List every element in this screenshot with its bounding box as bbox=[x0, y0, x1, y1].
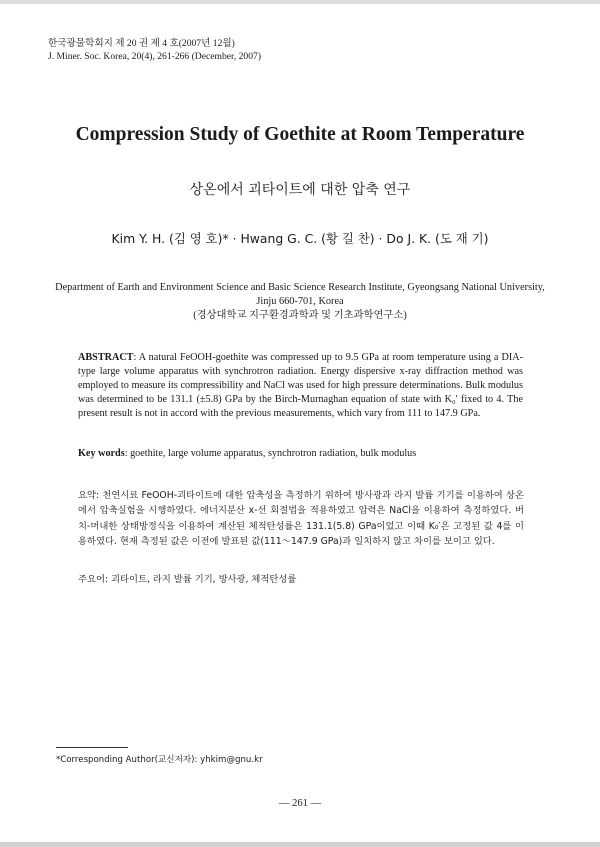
korean-abstract-text: : 천연시료 FeOOH-괴타이트에 대한 압축성을 측정하기 위하여 방사광과 라지 발륨 기기를 이용하여 상온에서 압축실험을 시행하였다. 에너지분산 x-선 회절법을 적용하였고 압력은 NaCl을 이용하여 측정하였다. 버치-머내한 상태방정식을 이용하여 계산된 체적탄성률은 131.1(5.8) GPa이었고 이때 K₀′은 고정된 값 4를 이용하였다. 현재 측정된 값은 이전에 발표된 값(111～147.9 GPa)과 일치하지 않고 차이를 보이고 있다. bbox=[78, 490, 524, 548]
keywords-label: Key words bbox=[78, 448, 125, 459]
corresponding-author-footnote: *Corresponding Author(교신저자): yhkim@gnu.kr bbox=[56, 755, 263, 765]
affiliation-line-3: (경상대학교 지구환경과학과 및 기초과학연구소) bbox=[193, 310, 407, 321]
korean-abstract-label: 요약 bbox=[78, 490, 96, 501]
journal-header bbox=[48, 38, 261, 63]
paper-title-korean: 상온에서 괴타이트에 대한 압축 연구 bbox=[189, 182, 411, 198]
korean-keywords bbox=[78, 571, 524, 585]
page-number: — 261 — bbox=[279, 798, 321, 809]
author-list: Kim Y. H. (김 영 호)* · Hwang G. C. (황 길 찬) · Do J. K. (도 재 기) bbox=[111, 231, 489, 246]
abstract-text: : A natural FeOOH-goethite was compressed up to 9.5 GPa at room temperature using a DIA-type large volume apparatus with synchrotron radiation. Energy dispersive x-ray diffraction method was employed to measure its compressibility and NaCl was used for high pressure determinations. Bulk modulus was determined to be 131.1 (±5.8) GPa by the Birch-Murnaghan equation of state with K₀′ fixed to 4. The present result is not in accord with the previous measurements, which vary from 111 to 147.9 GPa. bbox=[78, 352, 523, 419]
footnote-divider bbox=[56, 747, 128, 748]
scan-bottom-edge bbox=[0, 842, 600, 847]
journal-header-korean: 한국광물학회지 제 20 권 제 4 호(2007년 12월) bbox=[48, 38, 235, 49]
abstract bbox=[78, 351, 523, 421]
journal-header-english: J. Miner. Soc. Korea, 20(4), 261-266 (December, 2007) bbox=[48, 50, 262, 62]
affiliation bbox=[40, 281, 560, 323]
keywords-text: : goethite, large volume apparatus, synchrotron radiation, bulk modulus bbox=[124, 448, 417, 459]
abstract-label: ABSTRACT bbox=[78, 352, 134, 363]
korean-abstract bbox=[78, 488, 524, 550]
korean-keywords-label: 주요어 bbox=[78, 574, 105, 585]
affiliation-line-1: Department of Earth and Environment Science and Basic Science Research Institute, Gyeongsang National University, bbox=[55, 282, 545, 293]
affiliation-line-2: Jinju 660-701, Korea bbox=[256, 296, 344, 307]
scan-top-edge bbox=[0, 0, 600, 4]
keywords bbox=[78, 448, 523, 459]
paper-title: Compression Study of Goethite at Room Temperature bbox=[75, 124, 525, 145]
korean-keywords-text: : 괴타이트, 라지 발륨 기기, 방사광, 체적탄성률 bbox=[104, 574, 297, 585]
